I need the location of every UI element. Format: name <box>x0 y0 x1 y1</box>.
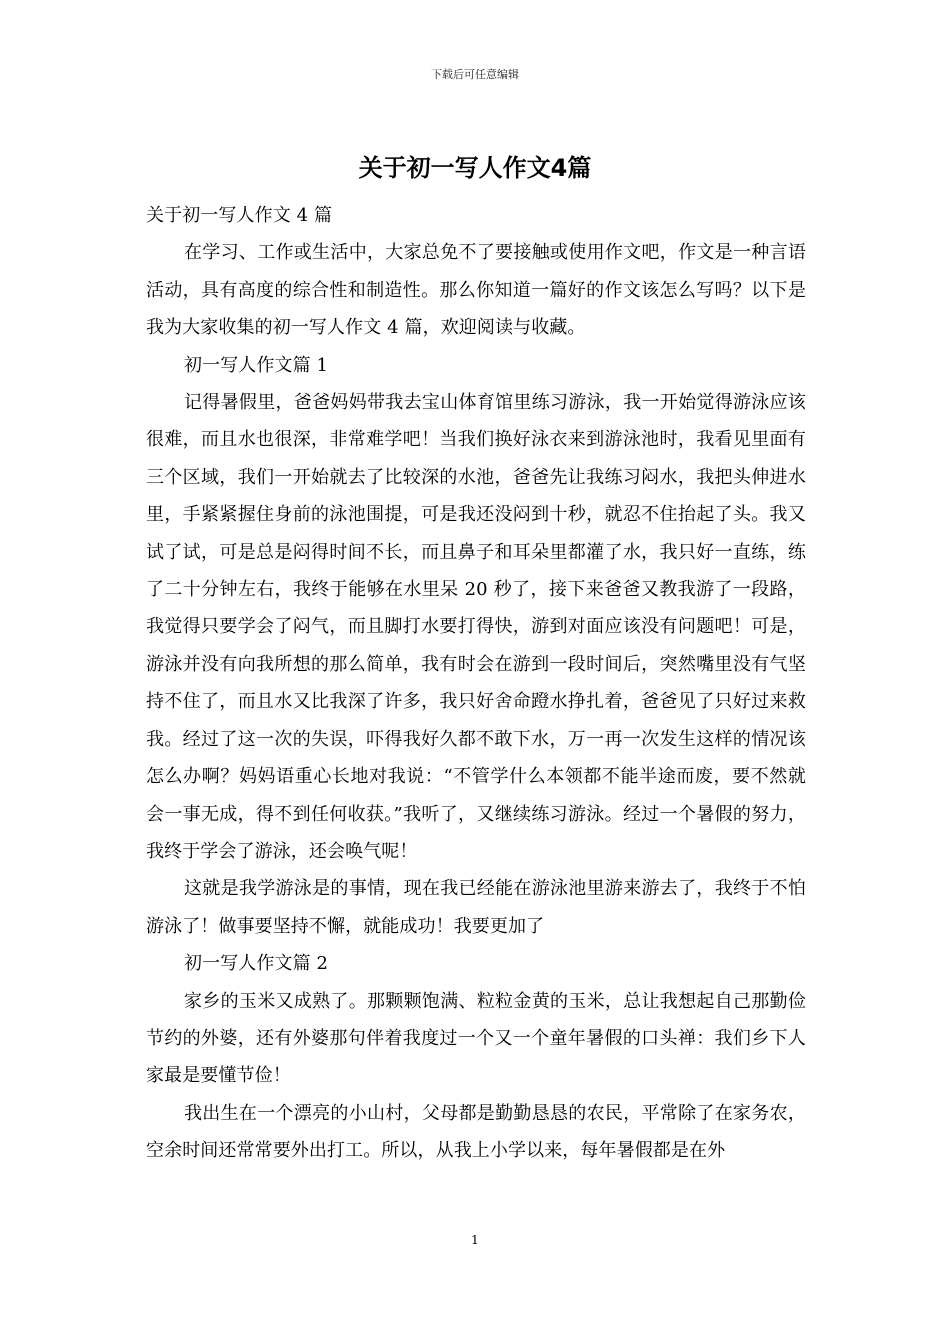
section-heading-2: 初一写人作文篇 2 <box>184 953 329 975</box>
body-paragraph: 家乡的玉米又成熟了。那颗颗饱满、粒粒金黄的玉米，总让我想起自己那勤俭节约的外婆，还有外婆那句伴着我度过一个又一个童年暑假的口头禅：我们乡下人家最是要懂节俭！ <box>146 990 806 1087</box>
section-heading-1: 初一写人作文篇 1 <box>184 354 329 376</box>
header-note: 下载后可任意编辑 <box>431 68 519 81</box>
body-paragraph: 记得暑假里，爸爸妈妈带我去宝山体育馆里练习游泳，我一开始觉得游泳应该很难，而且水也很深，非常难学吧！当我们换好泳衣来到游泳池时，我看见里面有三个区域，我们一开始就去了比较深的水池，爸爸先让我练习闷水，我把头伸进水里，手紧紧握住身前的泳池围提，可是我还没闷到十秒，就忍不住抬起了头。我又试了试，可是总是闷得时间不长，而且鼻子和耳朵里都灌了水，我只好一直练，练了二十分钟左右，我终于能够在水里呆 20 秒了，接下来爸爸又教我游了一段路，我觉得只要学会了闷气，而且脚打水要打得快，游到对面应该没有问题吧！可是，游泳并没有向我所想的那么简单，我有时会在游到一段时间后，突然嘴里没有气坚持不住了，而且水又比我深了许多，我只好舍命蹬水挣扎着，爸爸见了只好过来救我。经过了这一次的失误，吓得我好久都不敢下水，万一再一次发生这样的情况该怎么办啊？妈妈语重心长地对我说：“不管学什么本领都不能半途而废，要不然就会一事无成，得不到任何收获。”我听了，又继续练习游泳。经过一个暑假的努力，我终于学会了游泳，还会唤气呢！ <box>146 392 806 862</box>
intro-paragraph: 在学习、工作或生活中，大家总免不了要接触或使用作文吧，作文是一种言语活动，具有高度的综合性和制造性。那么你知道一篇好的作文该怎么写吗？以下是我为大家收集的初一写人作文 4 篇，欢迎阅读与收藏。 <box>146 242 806 339</box>
body-paragraph: 这就是我学游泳是的事情，现在我已经能在游泳池里游来游去了，我终于不怕游泳了！做事要坚持不懈，就能成功！我要更加了 <box>146 878 806 937</box>
page-number: 1 <box>471 1233 479 1247</box>
subtitle-line: 关于初一写人作文 4 篇 <box>146 205 333 226</box>
document-body <box>146 197 806 1170</box>
document-title: 关于初一写人作文4篇 <box>358 154 592 182</box>
body-paragraph: 我出生在一个漂亮的小山村，父母都是勤勤恳恳的农民，平常除了在家务农，空余时间还常常要外出打工。所以，从我上小学以来，每年暑假都是在外 <box>146 1102 806 1162</box>
